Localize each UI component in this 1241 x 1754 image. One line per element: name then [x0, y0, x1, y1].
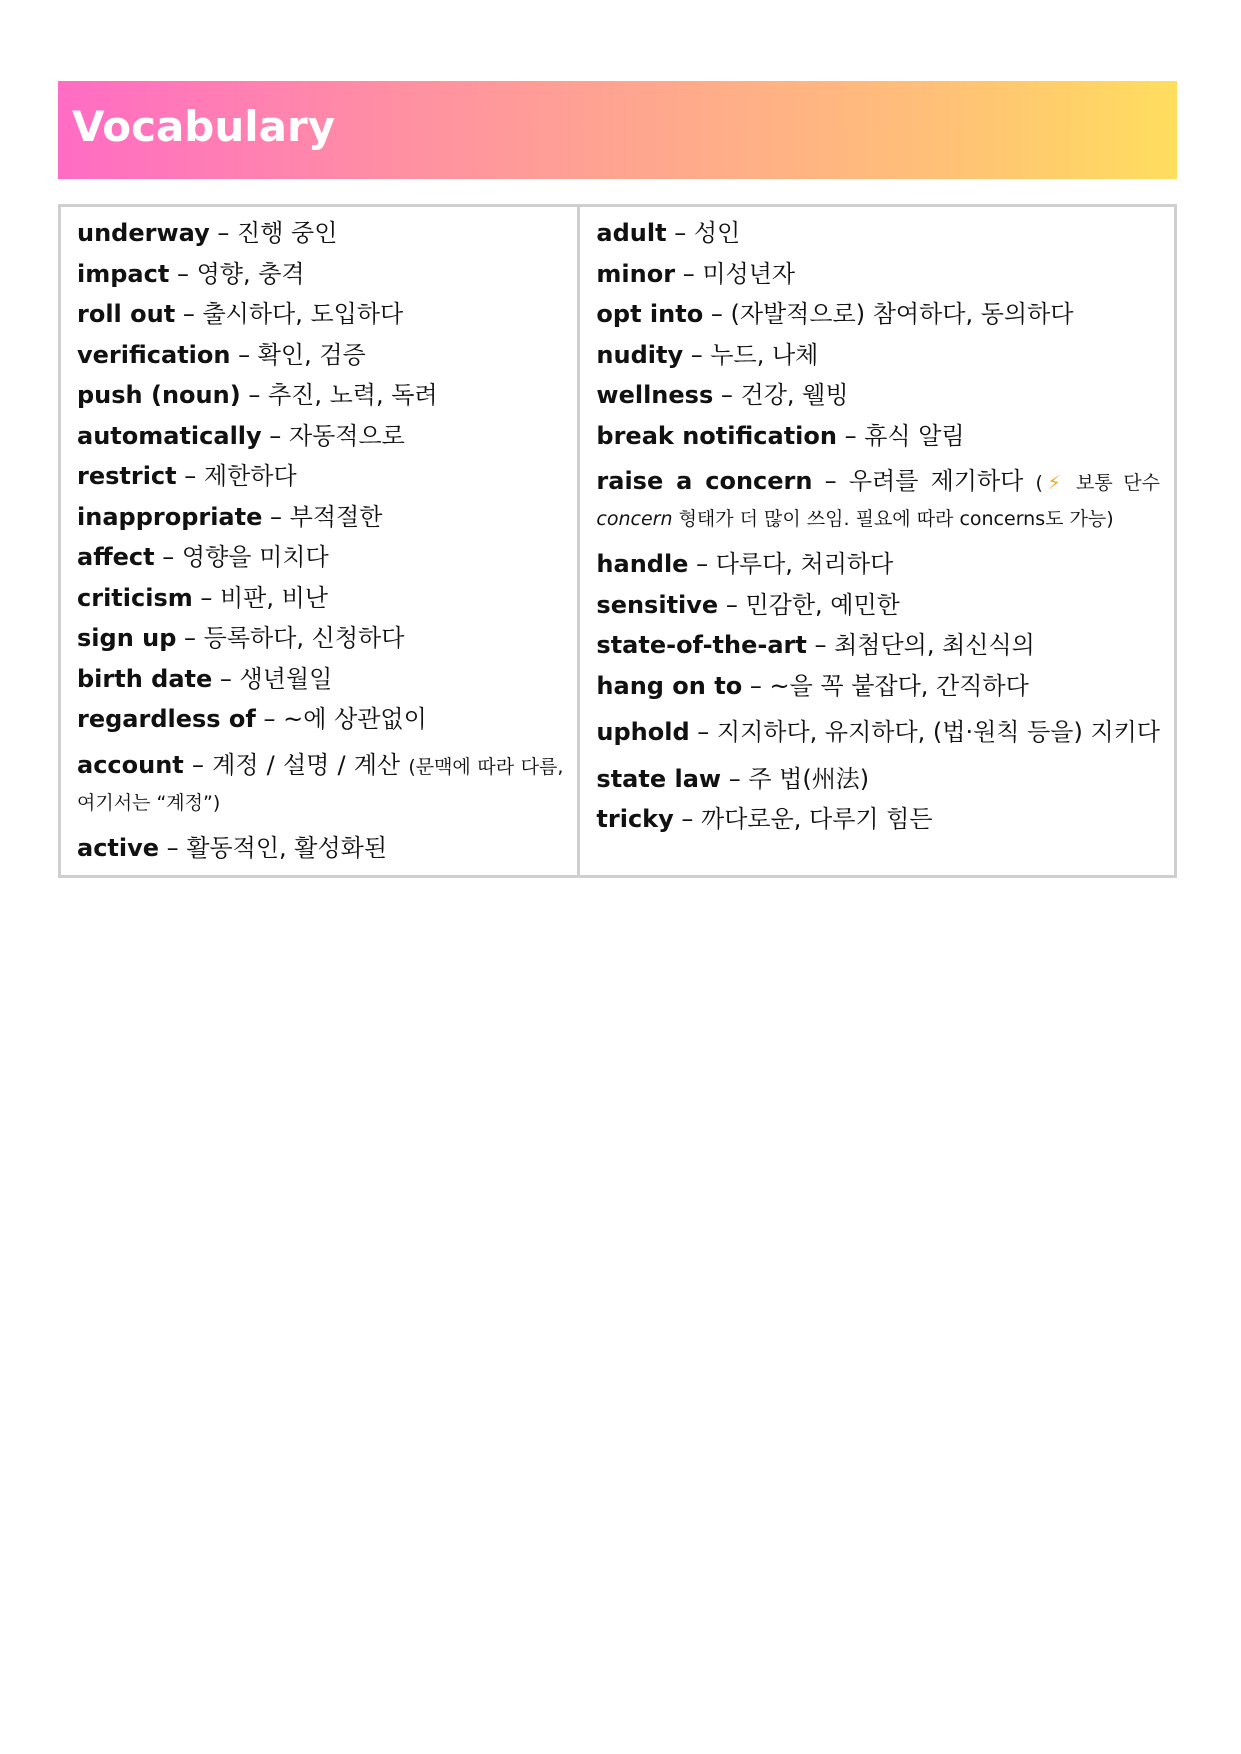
vocab-term: active	[77, 833, 160, 862]
vocab-term: push (noun)	[77, 381, 241, 409]
vocab-entry: restrict – 제한하다	[77, 462, 297, 490]
lightning-icon: ⚡	[1042, 472, 1066, 494]
title-banner	[58, 81, 1177, 179]
vocab-term: birth date	[77, 664, 213, 693]
vocab-entry-active: active – 활동적인, 활성화된	[77, 833, 388, 862]
vocab-term: criticism	[77, 583, 193, 612]
vocab-entry: roll out – 출시하다, 도입하다	[77, 300, 404, 328]
vocab-definition: 지지하다, 유지하다, (법·원칙 등을) 지키다	[716, 718, 1160, 746]
vocab-entry-uphold: uphold – 지지하다, 유지하다, (법·원칙 등을) 지키다	[596, 718, 1160, 746]
vocab-definition: 휴식 알림	[864, 421, 965, 450]
vocab-entry-account: account – 계정 / 설명 / 계산 (문맥에 따라 다름, 여기서는 “계정”)	[77, 750, 564, 814]
vocab-definition: 출시하다, 도입하다	[202, 300, 404, 328]
vocab-definition: 비판, 비난	[220, 583, 328, 612]
note-text: 형태가 더 많이 쓰임. 필요에 따라 concerns도 가능)	[678, 508, 1114, 530]
vocab-definition: 우려를 제기하다	[848, 467, 1024, 495]
vocab-definition: 누드, 나체	[710, 340, 819, 369]
vocabulary-column-right	[580, 207, 1174, 875]
vocab-term: adult	[596, 219, 667, 247]
vocab-definition: 주 법(州法)	[748, 764, 870, 793]
vocabulary-column-left	[61, 207, 580, 875]
vocab-entry: sensitive – 민감한, 예민한	[596, 590, 900, 619]
vocab-entry: state-of-the-art – 최첨단의, 최신식의	[596, 631, 1035, 659]
vocab-entry: sign up – 등록하다, 신청하다	[77, 624, 405, 652]
vocab-definition: 다루다, 처리하다	[715, 550, 894, 578]
vocab-entry: birth date – 생년월일	[77, 664, 333, 693]
vocab-term: nudity	[596, 340, 684, 369]
vocab-entry: tricky – 까다로운, 다루기 힘든	[596, 805, 933, 833]
vocab-term: impact	[77, 259, 170, 288]
note-word: concern	[596, 508, 673, 530]
vocab-term: inappropriate	[77, 502, 263, 531]
vocab-definition: 건강, 웰빙	[740, 381, 849, 409]
vocab-definition: 활동적인, 활성화된	[186, 833, 388, 862]
vocab-definition: 미성년자	[702, 259, 796, 288]
vocab-definition: 영향을 미치다	[181, 543, 329, 571]
vocab-note: (⚡ 보통 단수 concern 형태가 더 많이 쓰임. 필요에 따라 concerns도 가능)	[596, 472, 1160, 530]
vocab-definition: 확인, 검증	[257, 340, 366, 369]
vocab-entry: wellness – 건강, 웰빙	[596, 381, 849, 409]
vocab-term: hang on to	[596, 671, 743, 700]
vocab-entry: nudity – 누드, 나체	[596, 340, 819, 369]
vocab-term: raise a concern	[596, 467, 813, 495]
vocab-term: state law	[596, 764, 722, 793]
vocab-entry: criticism – 비판, 비난	[77, 583, 328, 612]
vocabulary-table	[58, 204, 1177, 878]
vocab-term: regardless of	[77, 705, 256, 733]
vocab-definition: (자발적으로) 참여하다, 동의하다	[730, 300, 1074, 328]
vocab-entry: affect – 영향을 미치다	[77, 543, 329, 571]
vocab-entry: regardless of – ~에 상관없이	[77, 705, 427, 733]
vocab-term: automatically	[77, 421, 262, 450]
vocab-definition: 영향, 충격	[196, 259, 305, 288]
vocab-term: state-of-the-art	[596, 631, 807, 659]
vocab-definition: 계정 / 설명 / 계산	[212, 750, 401, 779]
vocab-term: roll out	[77, 300, 176, 328]
vocab-entry: minor – 미성년자	[596, 259, 796, 288]
vocab-definition: 까다로운, 다루기 힘든	[701, 805, 933, 833]
vocab-term: restrict	[77, 462, 177, 490]
vocab-term: opt into	[596, 300, 704, 328]
vocab-entry: state law – 주 법(州法)	[596, 764, 870, 793]
vocab-entry: opt into – (자발적으로) 참여하다, 동의하다	[596, 300, 1074, 328]
vocab-term: sensitive	[596, 590, 719, 619]
vocab-definition: 최첨단의, 최신식의	[834, 631, 1035, 659]
vocab-entry: hang on to – ~을 꼭 붙잡다, 간직하다	[596, 671, 1029, 700]
vocab-term: account	[77, 750, 184, 779]
vocab-entry: automatically – 자동적으로	[77, 421, 405, 450]
vocab-definition: 등록하다, 신청하다	[203, 624, 405, 652]
vocab-definition: 생년월일	[239, 664, 333, 693]
vocab-definition: ~을 꼭 붙잡다, 간직하다	[769, 671, 1029, 700]
vocab-entry: impact – 영향, 충격	[77, 259, 305, 288]
vocab-term: sign up	[77, 624, 177, 652]
vocab-term: handle	[596, 550, 689, 578]
vocab-term: minor	[596, 259, 676, 288]
vocab-note: (문맥에 따라 다름, 여기서는 “계정”)	[77, 755, 564, 814]
vocab-definition: 부적절한	[289, 502, 383, 531]
vocab-term: break notification	[596, 421, 837, 450]
vocab-definition: 진행 중인	[237, 219, 338, 247]
vocab-entry: break notification – 휴식 알림	[596, 421, 965, 450]
vocab-entry: underway – 진행 중인	[77, 219, 338, 247]
vocab-term: uphold	[596, 718, 690, 746]
vocab-entry: verification – 확인, 검증	[77, 340, 366, 369]
vocab-definition: ~에 상관없이	[283, 705, 427, 733]
vocab-entry: handle – 다루다, 처리하다	[596, 550, 894, 578]
vocab-definition: 추진, 노력, 독려	[267, 381, 438, 409]
vocab-entry: push (noun) – 추진, 노력, 독려	[77, 381, 438, 409]
vocab-term: affect	[77, 543, 155, 571]
vocab-entry: inappropriate – 부적절한	[77, 502, 383, 531]
vocab-term: underway	[77, 219, 210, 247]
vocab-term: verification	[77, 340, 231, 369]
note-text: 보통 단수	[1075, 472, 1160, 494]
vocab-term: wellness	[596, 381, 714, 409]
vocab-definition: 제한하다	[203, 462, 297, 490]
vocab-entry: adult – 성인	[596, 219, 741, 247]
vocab-entry-raise-a-concern: raise a concern – 우려를 제기하다 (⚡ 보통 단수 concern 형태가 더 많이 쓰임. 필요에 따라 concerns도 가능)	[596, 467, 1160, 530]
vocab-definition: 민감한, 예민한	[745, 590, 900, 619]
vocab-definition: 자동적으로	[288, 421, 405, 450]
vocab-term: tricky	[596, 805, 674, 833]
page-title: Vocabulary	[72, 102, 336, 151]
vocab-definition: 성인	[693, 219, 741, 247]
